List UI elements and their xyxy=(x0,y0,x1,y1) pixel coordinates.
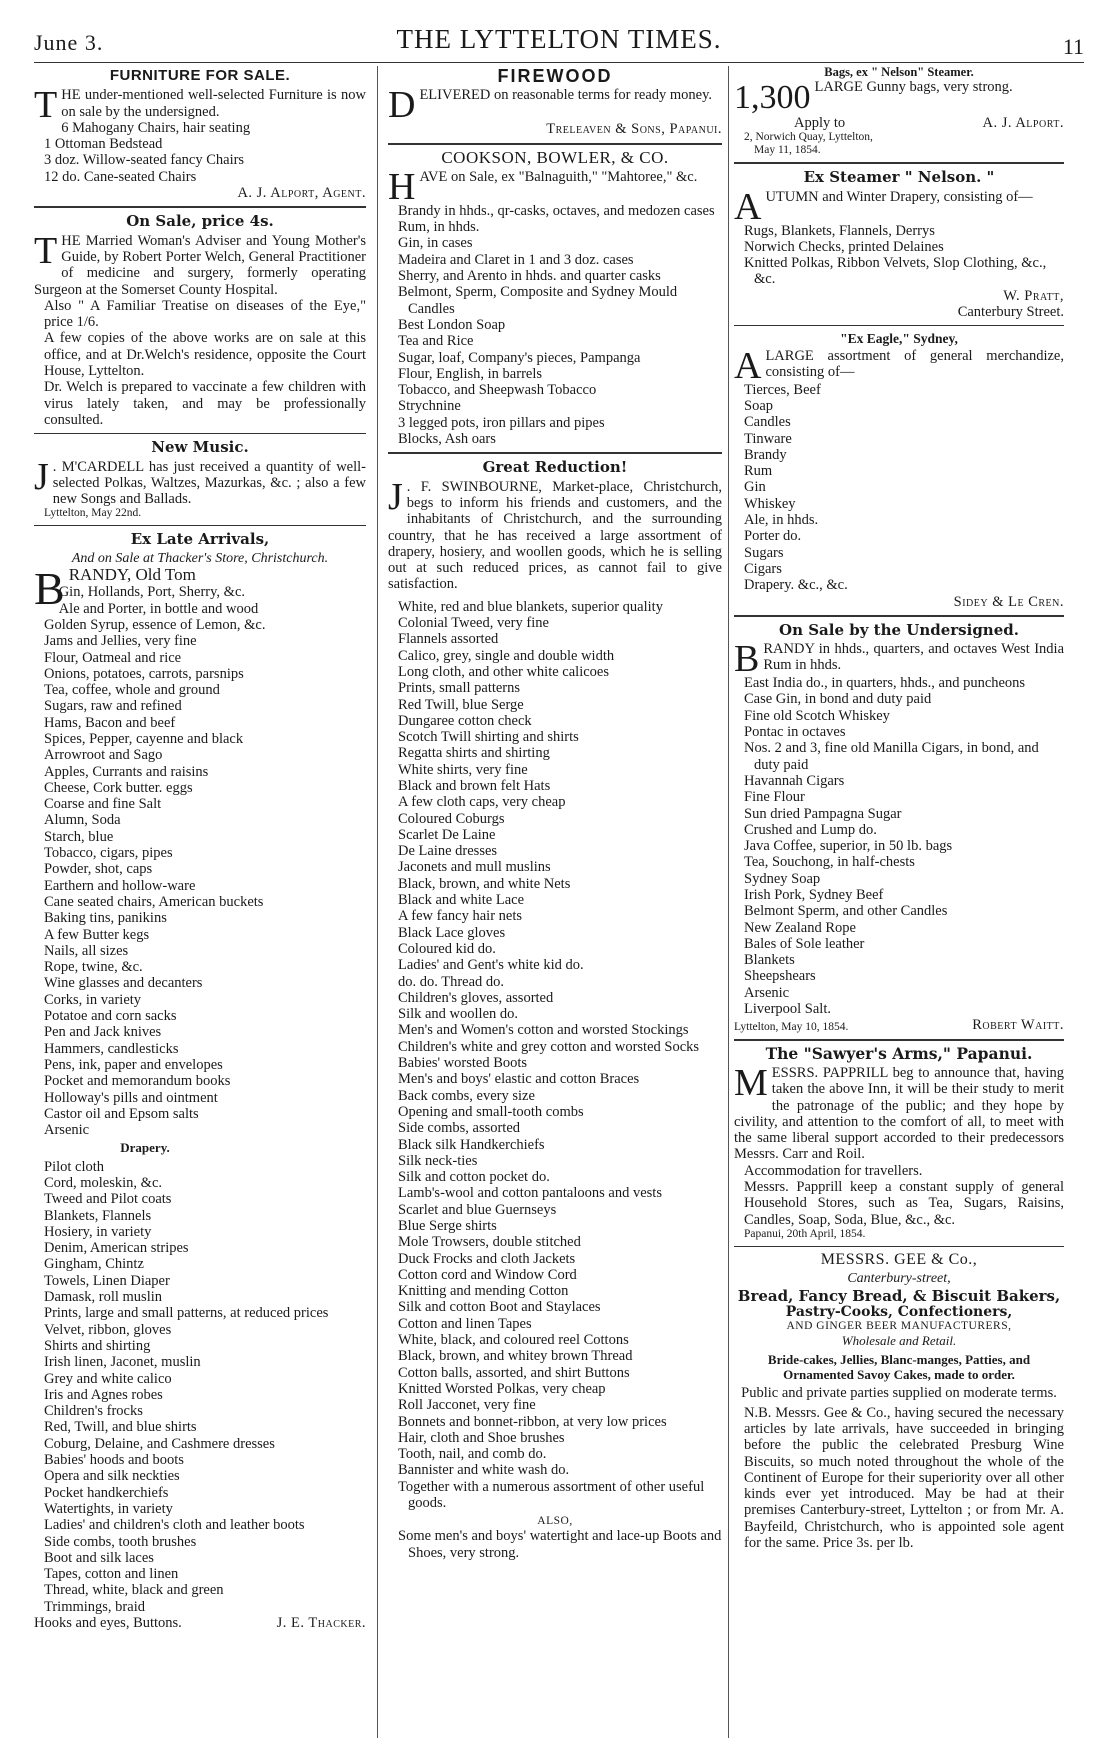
list-item: Tea and Rice xyxy=(398,333,474,350)
list-item: Cotton balls, assorted, and shirt Buttons xyxy=(398,1364,630,1381)
autumn-list xyxy=(734,223,1064,288)
apply-text: Apply to xyxy=(794,115,846,131)
list-item: Side combs, tooth brushes xyxy=(44,1533,197,1550)
ad-heading: Bags, ex " Nelson" Steamer. xyxy=(824,66,974,79)
drop-cap: J xyxy=(34,455,49,498)
list-item: Flour, English, in barrels xyxy=(398,365,543,382)
list-item: Colonial Tweed, very fine xyxy=(398,615,549,632)
ad-lead: RANDY in hhds., quarters, and octaves West India Rum in hhds. xyxy=(763,641,1064,674)
list-item: Havannah Cigars xyxy=(744,772,845,789)
list-item: Scarlet and blue Guernseys xyxy=(398,1201,557,1218)
ad-undersigned xyxy=(734,622,1064,1034)
list-item: Flannels assorted xyxy=(398,631,499,648)
list-item: White, black, and coloured reel Cottons xyxy=(398,1332,629,1349)
list-item: Baking tins, panikins xyxy=(44,910,167,927)
list-item: East India do., in quarters, hhds., and puncheons xyxy=(744,675,1026,692)
list-item: do. do. Thread do. xyxy=(398,973,505,990)
list-item: Iris and Agnes robes xyxy=(44,1386,163,1403)
list-item: Pens, ink, paper and envelopes xyxy=(44,1056,223,1073)
list-item: Java Coffee, superior, in 50 lb. bags xyxy=(744,838,953,855)
ad-lead: LARGE Gunny bags, very strong. xyxy=(814,79,1013,95)
list-item: Pilot cloth xyxy=(44,1158,105,1175)
issue-date: June 3. xyxy=(34,30,104,55)
list-item: Powder, shot, caps xyxy=(44,861,153,878)
list-item: Ale, in hhds. xyxy=(744,512,819,529)
list-item: New Zealand Rope xyxy=(744,919,856,936)
ad-signature: W. Pratt, xyxy=(1003,287,1064,304)
ad-dateline: May 11, 1854. xyxy=(754,144,821,157)
list-item: Bannister and white wash do. xyxy=(398,1462,570,1479)
list-item: Black Lace gloves xyxy=(398,924,506,941)
list-item: Arrowroot and Sago xyxy=(44,747,163,764)
ad-heading: MESSRS. GEE & Co., xyxy=(820,1250,978,1268)
list-item: Back combs, every size xyxy=(398,1087,535,1104)
cookson-list xyxy=(388,203,722,447)
list-item: Tweed and Pilot coats xyxy=(44,1191,172,1208)
newspaper-title: THE LYTTELTON TIMES. xyxy=(396,24,722,54)
list-item: Velvet, ribbon, gloves xyxy=(44,1321,172,1338)
ad-dateline: Lyttelton, May 10, 1854. xyxy=(734,1020,849,1033)
undersigned-list xyxy=(734,675,1064,1017)
list-item: Calico, grey, single and double width xyxy=(398,647,615,664)
list-item: Prints, large and small patterns, at reduced prices xyxy=(44,1305,329,1322)
ad-heading: COOKSON, BOWLER, & CO. xyxy=(441,147,669,167)
list-item: Jams and Jellies, very fine xyxy=(44,633,197,650)
list-item: Knitted Worsted Polkas, very cheap xyxy=(398,1380,606,1397)
list-item: Children's white and grey cotton and worsted Socks xyxy=(398,1038,700,1055)
divider xyxy=(34,433,366,434)
column-rule-2 xyxy=(728,66,729,1738)
list-item: Starch, blue xyxy=(44,828,114,845)
reduction-list xyxy=(388,599,722,1512)
ad-lead: RANDY, Old Tom xyxy=(68,565,196,585)
page-number: 11 xyxy=(1062,34,1084,59)
list-item: Roll Jacconet, very fine xyxy=(398,1397,536,1414)
ad-street: Canterbury-street, xyxy=(847,1271,951,1287)
drop-cap: B xyxy=(734,638,760,681)
ad-signature: Sidey & Le Cren. xyxy=(953,593,1064,610)
list-item: Tea, coffee, whole and ground xyxy=(44,682,220,699)
list-item: Cheese, Cork butter. eggs xyxy=(44,779,193,796)
list-item: Towels, Linen Diaper xyxy=(44,1272,170,1289)
list-item: Fine old Scotch Whiskey xyxy=(744,707,890,724)
list-item: Thread, white, black and green xyxy=(44,1582,224,1599)
list-item: Cane seated chairs, American buckets xyxy=(44,893,264,910)
ad-lead: . M'CARDELL has just received a quantity of well-selected Polkas, Waltzes, Mazurkas, &c. ; also a few new Songs and Ballads. xyxy=(52,458,366,508)
list-item: Cotton cord and Window Cord xyxy=(398,1266,577,1283)
divider xyxy=(34,206,366,208)
divider xyxy=(34,525,366,526)
list-item: Silk neck-ties xyxy=(398,1152,478,1169)
ad-signature: Robert Waitt. xyxy=(972,1017,1064,1034)
list-item: White, red and blue blankets, superior quality xyxy=(398,598,663,615)
list-item: Castor oil and Epsom salts xyxy=(44,1105,199,1122)
list-item: Scotch Twill shirting and shirts xyxy=(398,729,579,746)
list-item: Gin, in cases xyxy=(398,235,473,252)
list-item: Rope, twine, &c. xyxy=(44,959,143,976)
list-item: Irish Pork, Sydney Beef xyxy=(744,886,884,903)
ad-heading: FURNITURE FOR SALE. xyxy=(109,67,291,84)
list-item: A few cloth caps, very cheap xyxy=(398,794,566,811)
ad-heading: The "Sawyer's Arms," Papanui. xyxy=(765,1043,1033,1063)
ad-heading: On Sale, price 4s. xyxy=(126,212,274,231)
list-item: 6 Mahogany Chairs, hair seating xyxy=(61,119,251,136)
list-item: Tapes, cotton and linen xyxy=(44,1566,179,1583)
ad-music xyxy=(34,439,366,520)
list-item: Regatta shirts and shirting xyxy=(398,745,550,762)
list-item: Spices, Pepper, cayenne and black xyxy=(44,730,244,747)
list-item: Candles xyxy=(744,414,791,431)
list-item: 1 Ottoman Bedstead xyxy=(44,136,163,153)
divider xyxy=(734,162,1064,164)
column-1 xyxy=(34,66,366,1738)
ad-paragraph: Dr. Welch is prepared to vaccinate a few children with virus lately taken, and may be professionally consulted. xyxy=(44,379,366,428)
list-item: Nos. 2 and 3, fine old Manilla Cigars, in bond, and duty paid xyxy=(744,740,1039,773)
list-item: A few Butter kegs xyxy=(44,926,150,943)
ad-heading: Ex Late Arrivals, xyxy=(130,530,270,549)
list-item: Scarlet De Laine xyxy=(398,826,496,843)
list-item: Boot and silk laces xyxy=(44,1549,154,1566)
ad-also: ALSO, xyxy=(537,1515,573,1528)
list-item: Hams, Bacon and beef xyxy=(44,714,176,731)
list-item: Prints, small patterns xyxy=(398,680,521,697)
list-item: Men's and boys' elastic and cotton Braces xyxy=(398,1071,640,1088)
list-item: Brandy in hhds., qr-casks, octaves, and medozen cases xyxy=(398,202,715,219)
list-item: Trimmings, braid xyxy=(44,1598,145,1615)
ad-autumn xyxy=(734,169,1064,320)
list-item: Black and brown felt Hats xyxy=(398,777,551,794)
list-item: Arsenic xyxy=(44,1122,90,1139)
list-item: Pocket and memorandum books xyxy=(44,1073,231,1090)
ad-lead: HE Married Woman's Adviser and Young Mother's Guide, by Robert Porter Welch, General Practitioner of medicine and surgery, formerly operating Surgeon at the Somerset County Hospital. xyxy=(34,232,366,298)
ad-lead: . F. SWINBOURNE, Market-place, Christchurch, begs to inform his friends and customers, and the inhabitants of Christchurch, and the surrounding country, that he has received a large assortment of drapery, hosiery, and woollen goods, which he is selling out at such reduced prices, as cannot fail to give satisfaction. xyxy=(388,478,722,593)
list-item: Ladies' and Gent's white kid do. xyxy=(398,957,584,974)
list-item: Red Twill, blue Serge xyxy=(398,696,524,713)
ad-reduction xyxy=(388,459,722,1561)
list-item: Mole Trowsers, double stitched xyxy=(398,1234,581,1251)
list-item: Hooks and eyes, Buttons. xyxy=(34,1615,182,1632)
ad-lead: ESSRS. PAPPRILL beg to announce that, having taken the above Inn, it will be their study to merit the patronage of the public; and they hope by civility, and attention to the comfort of all, to meet with the same liberal support accorded to their predecessors Messrs. Carr and Roil. xyxy=(734,1064,1064,1163)
list-item: Fine Flour xyxy=(744,789,805,806)
ad-lead: LARGE assortment of general merchandize, consisting of— xyxy=(765,347,1064,380)
ad-signature: J. E. Thacker. xyxy=(276,1615,366,1632)
ad-cookson xyxy=(388,147,722,448)
ad-heading: New Music. xyxy=(151,438,249,457)
list-item: Blocks, Ash oars xyxy=(398,431,496,448)
ad-heading: FIREWOOD xyxy=(497,66,613,86)
column-3 xyxy=(734,66,1064,1738)
list-item: Golden Syrup, essence of Lemon, &c. xyxy=(44,616,266,633)
list-item: Tobacco, cigars, pipes xyxy=(44,845,173,862)
column-rule-1 xyxy=(377,66,378,1738)
drop-cap: A xyxy=(734,344,762,387)
ad-specials: Bride-cakes, Jellies, Blanc-manges, Patties, and Ornamented Savoy Cakes, made to order. xyxy=(767,1352,1031,1383)
ad-lead: UTUMN and Winter Drapery, consisting of— xyxy=(765,188,1033,205)
divider xyxy=(734,615,1064,617)
divider xyxy=(388,143,722,145)
list-item: A few fancy hair nets xyxy=(398,908,523,925)
list-item: White shirts, very fine xyxy=(398,761,528,778)
list-item: Gin xyxy=(744,479,766,496)
list-item: Black, brown, and whitey brown Thread xyxy=(398,1348,633,1365)
list-item: Nails, all sizes xyxy=(44,942,129,959)
list-item: 3 legged pots, iron pillars and pipes xyxy=(398,414,605,431)
list-item: Dungaree cotton check xyxy=(398,712,532,729)
list-item: Porter do. xyxy=(744,528,802,545)
list-item: Ladies' and children's cloth and leather boots xyxy=(44,1517,305,1534)
ad-address: 2, Norwich Quay, Lyttelton, xyxy=(744,131,873,144)
list-item: Tea, Souchong, in half-chests xyxy=(744,854,915,871)
list-item: Strychnine xyxy=(398,398,461,415)
ad-lead: AVE on Sale, ex "Balnaguith," "Mahtoree," &c. xyxy=(419,168,698,185)
list-item: Earthern and hollow-ware xyxy=(44,877,196,894)
list-item: Long cloth, and other white calicoes xyxy=(398,663,609,680)
list-item: Soap xyxy=(744,397,773,414)
list-item: Sun dried Pampagna Sugar xyxy=(744,805,902,822)
ad-paragraph: A few copies of the above works are on sale at this office, and at Dr.Welch's residence, opposite the Court House, Lyttelton. xyxy=(44,330,366,380)
list-item: Children's gloves, assorted xyxy=(398,989,554,1006)
reduction-tail xyxy=(388,1528,722,1561)
list-item: Rum, in hhds. xyxy=(398,219,480,236)
ad-firewood xyxy=(388,68,722,138)
list-item: Wine glasses and decanters xyxy=(44,975,203,992)
list-item: Duck Frocks and cloth Jackets xyxy=(398,1250,576,1267)
drop-cap: T xyxy=(34,84,58,127)
drop-cap: T xyxy=(34,229,58,272)
list-item: Gin, Hollands, Port, Sherry, &c. xyxy=(58,584,246,601)
list-item: Brandy xyxy=(744,446,787,463)
ad-lead: ELIVERED on reasonable terms for ready money. xyxy=(419,87,713,104)
list-item: Coburg, Delaine, and Cashmere dresses xyxy=(44,1435,275,1452)
list-item: Pontac in octaves xyxy=(744,724,846,741)
drop-cap: A xyxy=(734,185,762,228)
list-item: Tooth, nail, and comb do. xyxy=(398,1446,547,1463)
ad-paragraph: Also " A Familiar Treatise on diseases of the Eye," price 1/6. xyxy=(44,297,366,331)
list-item: Watertights, in variety xyxy=(44,1500,173,1517)
list-item: Sherry, and Arento in hhds. and quarter casks xyxy=(398,268,661,285)
ad-dateline: Lyttelton, May 22nd. xyxy=(44,507,142,520)
list-item: Babies' worsted Boots xyxy=(398,1055,528,1072)
ad-heading: "Ex Eagle," Sydney, xyxy=(840,331,958,347)
list-item: Shirts and shirting xyxy=(44,1337,151,1354)
list-item: Gingham, Chintz xyxy=(44,1256,144,1273)
ad-gee xyxy=(734,1252,1064,1551)
list-item: Sugars xyxy=(744,544,784,561)
big-number: 1,300 xyxy=(734,79,811,116)
drop-cap: M xyxy=(734,1061,768,1104)
list-item: Cigars xyxy=(744,560,782,577)
list-item: Onions, potatoes, carrots, parsnips xyxy=(44,665,244,682)
divider xyxy=(734,325,1064,326)
ad-heading: Great Reduction! xyxy=(482,458,628,477)
ad-parties: Public and private parties supplied on moderate terms. xyxy=(741,1385,1057,1402)
list-item: Silk and cotton Boot and Staylaces xyxy=(398,1299,601,1316)
list-item: Coloured Coburgs xyxy=(398,810,505,827)
list-item: Silk and cotton pocket do. xyxy=(398,1169,550,1186)
list-item: Whiskey xyxy=(744,495,796,512)
list-item: Sugars, raw and refined xyxy=(44,698,182,715)
list-item: Pen and Jack knives xyxy=(44,1024,162,1041)
list-item: Blankets xyxy=(744,952,795,969)
masthead-rule xyxy=(34,62,1084,63)
list-item: Together with a numerous assortment of other useful goods. xyxy=(398,1478,705,1512)
ad-eagle xyxy=(734,331,1064,609)
list-item: Hair, cloth and Shoe brushes xyxy=(398,1429,565,1446)
list-item: Tierces, Beef xyxy=(744,381,821,398)
arrivals-list xyxy=(34,584,366,1138)
ad-wholesale: Wholesale and Retail. xyxy=(841,1333,957,1349)
ad-trade-line3: AND GINGER BEER MANUFACTURERS, xyxy=(786,1320,1012,1333)
list-item: Alumn, Soda xyxy=(44,812,121,829)
drapery-list xyxy=(34,1159,366,1615)
list-item: Best London Soap xyxy=(398,316,506,333)
list-item: Potatoe and corn sacks xyxy=(44,1008,177,1025)
list-item: Children's frocks xyxy=(44,1403,143,1420)
ad-paragraph: Accommodation for travellers. xyxy=(744,1162,923,1179)
ad-arrivals xyxy=(34,531,366,1631)
list-item: Some men's and boys' watertight and lace-up Boots and Shoes, very strong. xyxy=(398,1528,722,1561)
list-item: Bales of Sole leather xyxy=(744,935,865,952)
drapery-heading: Drapery. xyxy=(120,1140,170,1156)
column-2 xyxy=(388,66,722,1738)
ad-heading: On Sale by the Undersigned. xyxy=(779,620,1019,639)
list-item: Jaconets and mull muslins xyxy=(398,859,551,876)
drop-cap: B xyxy=(34,563,65,615)
list-item: Belmont, Sperm, Composite and Sydney Mould Candles xyxy=(398,284,678,317)
list-item: Liverpool Salt. xyxy=(744,1001,831,1018)
list-item: Black silk Handkerchiefs xyxy=(398,1136,545,1153)
list-item: Belmont Sperm, and other Candles xyxy=(744,903,948,920)
list-item: Knitting and mending Cotton xyxy=(398,1283,569,1300)
list-item: Grey and white calico xyxy=(44,1370,172,1387)
list-item: Babies' hoods and boots xyxy=(44,1452,184,1469)
list-item: Lamb's-wool and cotton pantaloons and vests xyxy=(398,1185,662,1202)
list-item: Damask, roll muslin xyxy=(44,1289,163,1306)
list-item: Tinware xyxy=(744,430,792,447)
ad-signature: A. J. Alport, Agent. xyxy=(237,185,366,202)
list-item: Coloured kid do. xyxy=(398,940,496,957)
list-item: Cotton and linen Tapes xyxy=(398,1315,532,1332)
list-item: 3 doz. Willow-seated fancy Chairs xyxy=(44,152,245,169)
list-item: Holloway's pills and ointment xyxy=(44,1089,218,1106)
ad-signature: Treleaven & Sons, Papanui. xyxy=(546,121,722,138)
list-item: Corks, in variety xyxy=(44,991,142,1008)
ad-subheading: And on Sale at Thacker's Store, Christchurch. xyxy=(71,550,329,566)
list-item: Ale and Porter, in bottle and wood xyxy=(58,600,259,617)
ad-dateline: Papanui, 20th April, 1854. xyxy=(744,1227,866,1240)
ad-sawyers xyxy=(734,1043,1064,1241)
ad-paragraph: Messrs. Papprill keep a constant supply of general Household Stores, such as Tea, Sugars, Raisins, Candles, Soap, Soda, Blue, &c., &c. xyxy=(744,1179,1064,1228)
ad-signature: A. J. Alport. xyxy=(982,115,1064,131)
ad-furniture xyxy=(34,68,366,201)
ad-bags xyxy=(734,66,1064,157)
list-item: Opera and silk neckties xyxy=(44,1468,180,1485)
list-item: Rum xyxy=(744,463,773,480)
list-item: Flour, Oatmeal and rice xyxy=(44,649,182,666)
list-item: Coarse and fine Salt xyxy=(44,796,162,813)
list-item: Opening and small-tooth combs xyxy=(398,1103,584,1120)
masthead xyxy=(34,20,1084,62)
list-item: Hosiery, in variety xyxy=(44,1223,152,1240)
list-item: Black, brown, and white Nets xyxy=(398,875,571,892)
ad-signature-line2: Canterbury Street. xyxy=(957,304,1064,321)
list-item: Hammers, candlesticks xyxy=(44,1040,179,1057)
divider xyxy=(388,452,722,454)
ad-lead: HE under-mentioned well-selected Furniture is now on sale by the undersigned. xyxy=(61,87,366,120)
list-item: Sugar, loaf, Company's pieces, Pampanga xyxy=(398,349,641,366)
list-item: Crushed and Lump do. xyxy=(744,821,877,838)
list-item: Madeira and Claret in 1 and 3 doz. cases xyxy=(398,251,634,268)
drop-cap: D xyxy=(388,84,416,127)
list-item: Red, Twill, and blue shirts xyxy=(44,1419,197,1436)
list-item: Rugs, Blankets, Flannels, Derrys xyxy=(744,222,935,239)
list-item: Case Gin, in bond and duty paid xyxy=(744,691,932,708)
divider xyxy=(734,1246,1064,1247)
list-item: Pocket handkerchiefs xyxy=(44,1484,169,1501)
list-item: Side combs, assorted xyxy=(398,1120,521,1137)
ad-trade-line2: Pastry-Cooks, Confectioners, xyxy=(785,1303,1013,1320)
list-item: Arsenic xyxy=(744,984,790,1001)
drop-cap: H xyxy=(388,165,416,208)
list-item: Sheepshears xyxy=(744,968,816,985)
list-item: Blankets, Flannels xyxy=(44,1207,152,1224)
list-item: Apples, Currants and raisins xyxy=(44,763,209,780)
ad-trade: Bread, Fancy Bread, & Biscuit Bakers, xyxy=(737,1286,1061,1305)
divider xyxy=(734,1039,1064,1041)
list-item: De Laine dresses xyxy=(398,843,498,860)
list-item: Norwich Checks, printed Delaines xyxy=(744,238,944,255)
furniture-list xyxy=(34,120,366,185)
list-item: Black and white Lace xyxy=(398,892,525,909)
list-item: Tobacco, and Sheepwash Tobacco xyxy=(398,382,597,399)
list-item: Silk and woollen do. xyxy=(398,1006,519,1023)
list-item: Irish linen, Jaconet, muslin xyxy=(44,1354,201,1371)
list-item: Bonnets and bonnet-ribbon, at very low prices xyxy=(398,1413,667,1430)
list-item: Blue Serge shirts xyxy=(398,1218,497,1234)
list-item: Denim, American stripes xyxy=(44,1240,189,1257)
ad-nb: N.B. Messrs. Gee & Co., having secured the necessary articles by late arrivals, have succeeded in bringing before the public the celebrated Presburg Wine Biscuits, so much noted throughout the whole of the Continent of Europe for their superiority over all other kinds ever yet introduced. May be had at their premises Canterbury-street, Lyttelton ; or from Mr. A. Bayfeild, Christchurch, who is appointed sole agent for the same. Price 3s. per lb. xyxy=(744,1404,1064,1552)
eagle-list xyxy=(734,382,1064,594)
drop-cap: J xyxy=(388,475,403,518)
ad-book xyxy=(34,213,366,428)
list-item: Knitted Polkas, Ribbon Velvets, Slop Clothing, &c., &c. xyxy=(744,255,1047,288)
list-item: Cord, moleskin, &c. xyxy=(44,1175,163,1191)
list-item: Drapery. &c., &c. xyxy=(744,577,848,594)
list-item: Men's and Women's cotton and worsted Stockings xyxy=(398,1022,689,1039)
ad-heading: Ex Steamer " Nelson. " xyxy=(803,168,995,187)
list-item: Sydney Soap xyxy=(744,870,821,887)
list-item: 12 do. Cane-seated Chairs xyxy=(44,168,197,185)
